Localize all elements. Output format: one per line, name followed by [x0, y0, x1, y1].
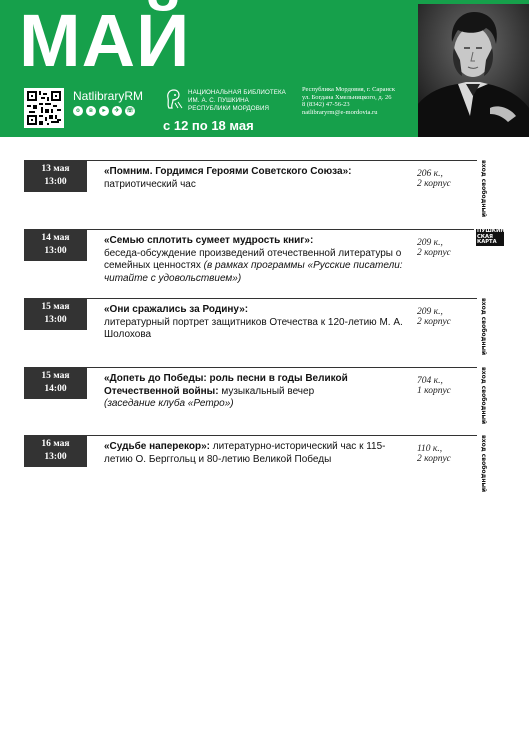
- event-date: 14 мая: [41, 233, 70, 243]
- event-title: «Они сражались за Родину»:: [104, 304, 249, 315]
- event-date-box: [24, 367, 87, 399]
- event-building: 1 корпус: [417, 386, 451, 396]
- event-building: 2 корпус: [417, 248, 451, 258]
- event-building: 2 корпус: [417, 317, 451, 327]
- event-item: [0, 160, 529, 218]
- header-banner: [0, 0, 529, 137]
- library-logo-icon: [164, 88, 185, 110]
- divider: [87, 229, 474, 230]
- event-date: 13 мая: [41, 164, 70, 174]
- event-type: беседа-обсуждение произведений отечественной литературы о семейных ценностях: [104, 247, 402, 271]
- ok-icon[interactable]: о: [73, 106, 83, 116]
- social-icons: [73, 106, 135, 116]
- event-time: 14:00: [44, 384, 67, 394]
- event-location: [417, 444, 451, 464]
- event-description: [104, 166, 404, 191]
- event-title: «Допеть до Победы: роль песни в годы Великой Отечественной войны:: [104, 373, 348, 397]
- event-room: 704 к.,: [417, 376, 443, 386]
- event-title: «Судьбе наперекор»:: [104, 441, 210, 452]
- library-name: НАЦИОНАЛЬНАЯ БИБЛИОТЕКА ИМ. А. С. ПУШКИНА РЕСПУБЛИКИ МОРДОВИЯ: [188, 89, 286, 112]
- free-entry-label: вход свободный: [480, 367, 487, 425]
- event-date-box: [24, 160, 87, 192]
- street-line: ул. Богдана Хмельницкого, д. 26: [302, 93, 392, 101]
- event-location: [417, 307, 451, 327]
- event-date-box: [24, 229, 87, 261]
- event-title: «Помним. Гордимся Героями Советского Союза»:: [104, 166, 352, 177]
- event-room: 206 к.,: [417, 169, 443, 179]
- event-item: [0, 367, 529, 425]
- date-range: с 12 по 18 мая: [163, 118, 254, 133]
- event-date: 16 мая: [41, 439, 70, 449]
- phone-number[interactable]: 8 (8342) 47-56-23: [302, 101, 350, 109]
- event-type: литературный портрет защитников Отечества к 120-летию М. А. Шолохова: [104, 316, 403, 340]
- event-description: [104, 373, 414, 411]
- event-room: 209 к.,: [417, 238, 443, 248]
- event-description: [104, 304, 404, 342]
- event-item: [0, 435, 529, 493]
- event-date: 15 мая: [41, 371, 70, 381]
- free-entry-label: вход свободный: [480, 298, 487, 356]
- event-room: 209 к.,: [417, 307, 443, 317]
- event-time: 13:00: [44, 315, 67, 325]
- month-title: МАЙ: [19, 0, 191, 82]
- free-entry-label: вход свободный: [480, 435, 487, 493]
- divider: [87, 298, 477, 299]
- qr-code[interactable]: [24, 88, 64, 128]
- divider: [87, 435, 477, 436]
- event-time: 13:00: [44, 177, 67, 187]
- event-description: [104, 235, 404, 285]
- vk-icon[interactable]: в: [86, 106, 96, 116]
- free-entry-label: вход свободный: [480, 160, 487, 218]
- event-type: литературно-исторический час к 115-летию О. Берггольц и 80-летию Великой Победы: [104, 441, 386, 465]
- event-time: 13:00: [44, 246, 67, 256]
- event-item: [0, 229, 529, 285]
- event-date-box: [24, 435, 87, 467]
- divider: [87, 160, 477, 161]
- contacts-block: [302, 86, 395, 116]
- event-description: [104, 441, 404, 466]
- event-title: «Семью сплотить сумеет мудрость книг»:: [104, 235, 314, 246]
- event-location: [417, 169, 451, 189]
- event-date-box: [24, 298, 87, 330]
- event-type: музыкальный вечер: [221, 385, 315, 397]
- telegram-icon[interactable]: ✈: [112, 106, 122, 116]
- social-handle: NatlibraryRM: [73, 89, 144, 103]
- email-link[interactable]: natlibraryrm@e-mordovia.ru: [302, 108, 378, 116]
- event-location: [417, 376, 451, 396]
- qr-code-icon: [27, 91, 61, 125]
- pushkin-card-badge: ПУШКИН СКАЯ КАРТА: [477, 228, 505, 246]
- address-line: Республика Мордовия, г. Саранск: [302, 86, 395, 93]
- event-date: 15 мая: [41, 302, 70, 312]
- divider: [87, 367, 477, 368]
- event-time: 13:00: [44, 452, 67, 462]
- event-type: патриотический час: [104, 178, 196, 190]
- event-note: (в рамках программы «Русские писатели: читайте с удовольствием»): [104, 260, 403, 284]
- pushkin-portrait: [418, 4, 529, 137]
- event-note: (заседание клуба «Ретро»): [104, 398, 234, 409]
- event-building: 2 корпус: [417, 179, 451, 189]
- event-room: 110 к.,: [417, 444, 443, 454]
- viber-icon[interactable]: ☏: [126, 108, 134, 114]
- event-building: 2 корпус: [417, 454, 451, 464]
- event-location: [417, 238, 451, 258]
- event-item: [0, 298, 529, 356]
- rutube-icon[interactable]: ▸: [99, 106, 109, 116]
